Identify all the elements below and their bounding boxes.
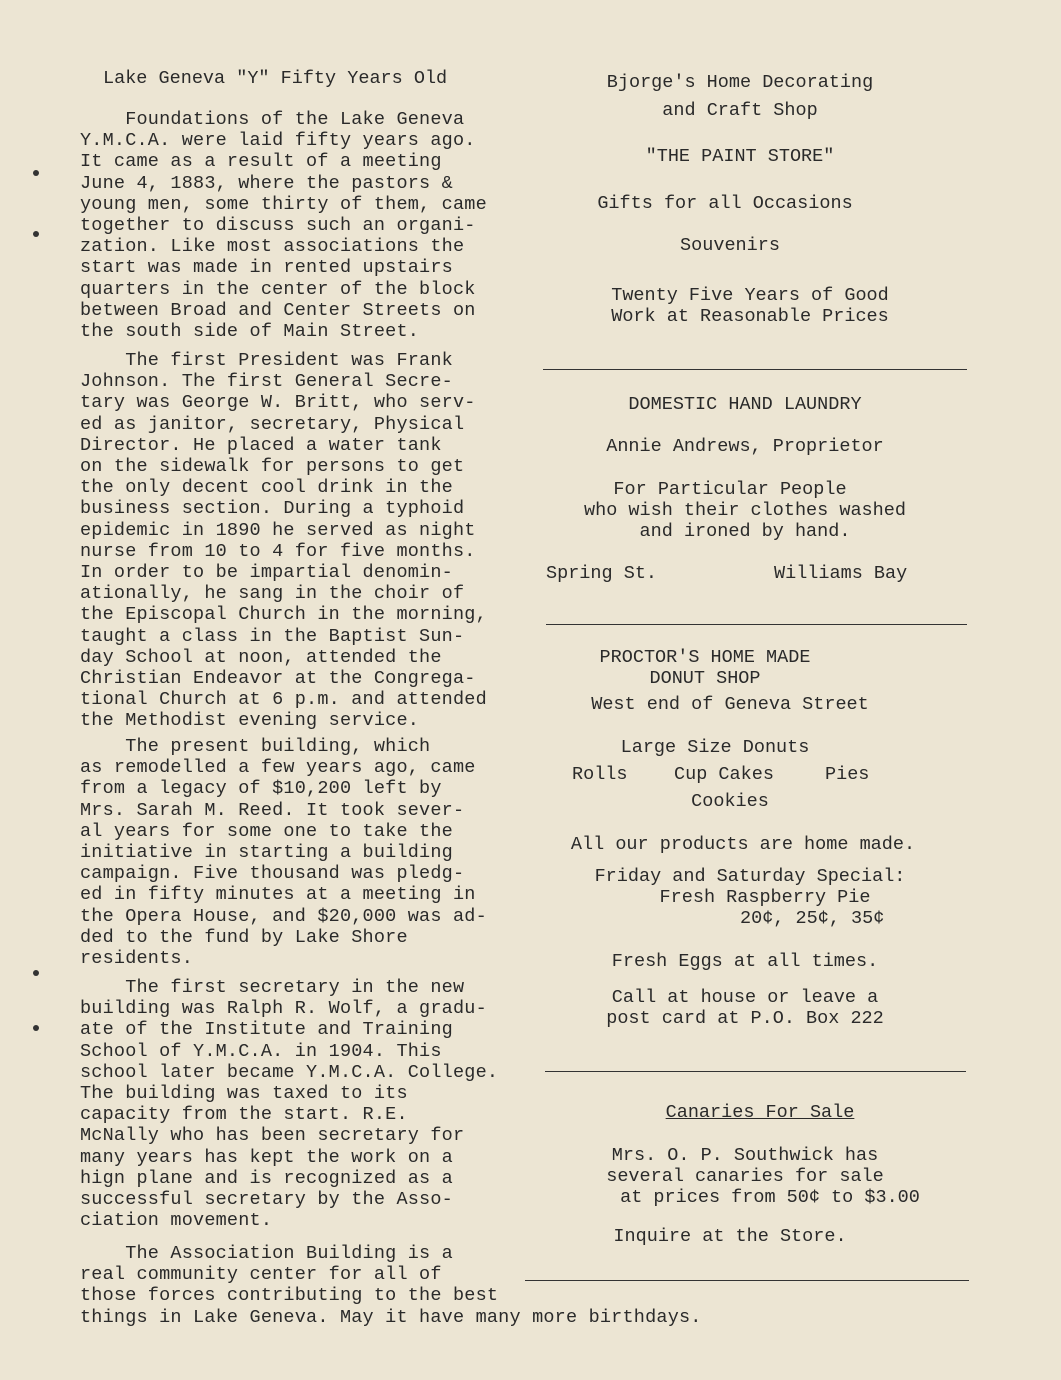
ad-donut-special: Friday and Saturday Special: [594, 866, 906, 887]
text-line: those forces contributing to the best [80, 1285, 499, 1307]
text-line: Y.M.C.A. were laid fifty years ago. [80, 130, 476, 152]
ad-laundry-proprietor: Annie Andrews, Proprietor [606, 436, 884, 457]
text-line: The first secretary in the new [80, 977, 465, 998]
ad-bjorge-years1: Twenty Five Years of Good [611, 285, 889, 306]
ad-laundry-line3: and ironed by hand. [639, 521, 851, 542]
text-line: building was Ralph R. Wolf, a gradu- [80, 998, 487, 1020]
ad-donut-homemade: All our products are home made. [570, 834, 916, 855]
divider [545, 1071, 966, 1072]
text-line: the Episcopal Church in the morning, [80, 604, 487, 626]
text-line: al years for some one to take the [80, 820, 453, 842]
text-line: ded to the fund by Lake Shore [80, 926, 408, 948]
text-line: many years has kept the work on a [80, 1146, 453, 1168]
text-line: residents. [80, 948, 194, 970]
ad-canaries-title: Canaries For Sale [665, 1102, 855, 1123]
text-line: the only decent cool drink in the [80, 477, 453, 499]
text-line: between Broad and Center Streets on [80, 299, 476, 321]
ad-bjorge-souvenirs: Souvenirs [680, 235, 780, 256]
binder-hole-mark [33, 1025, 39, 1031]
ad-laundry-name: DOMESTIC HAND LAUNDRY [628, 394, 862, 415]
text-line: nurse from 10 to 4 for five months. [80, 540, 476, 562]
ad-donut-rolls: Rolls [572, 764, 628, 785]
ad-donut-name2: DONUT SHOP [649, 668, 761, 689]
text-line: capacity from the start. R.E. [80, 1104, 408, 1126]
ad-donut-pies: Pies [825, 764, 870, 785]
text-line: day School at noon, attended the [80, 646, 442, 668]
text-line: on the sidewalk for persons to get [80, 456, 465, 478]
ad-laundry-street: Spring St. [546, 563, 658, 584]
article-title: Lake Geneva "Y" Fifty Years Old [103, 68, 448, 89]
article-paragraph [80, 1243, 702, 1328]
ad-donut-call2: post card at P.O. Box 222 [606, 1008, 884, 1029]
text-line: hign plane and is recognized as a [80, 1167, 453, 1189]
binder-hole-mark [33, 970, 39, 976]
ad-donut-cupcakes: Cup Cakes [674, 764, 774, 785]
ad-bjorge-gifts: Gifts for all Occasions [597, 193, 853, 214]
text-line: ciation movement. [80, 1210, 273, 1232]
text-line: from a legacy of $10,200 left by [80, 778, 442, 800]
text-line: June 4, 1883, where the pastors & [80, 172, 453, 194]
text-line: tional Church at 6 p.m. and attended [80, 689, 487, 711]
text-line: In order to be impartial denomin- [80, 562, 453, 584]
text-line: Christian Endeavor at the Congrega- [80, 668, 476, 690]
text-line: as remodelled a few years ago, came [80, 757, 476, 779]
ad-bjorge-store: "THE PAINT STORE" [645, 146, 835, 167]
ad-laundry-town: Williams Bay [774, 563, 908, 584]
text-line: things in Lake Geneva. May it have many more birthdays. [80, 1306, 702, 1328]
ad-canaries-line1: Mrs. O. P. Southwick has [611, 1145, 879, 1166]
ad-laundry-line2: who wish their clothes washed [584, 500, 906, 521]
ad-donut-call1: Call at house or leave a [611, 987, 879, 1008]
divider [546, 624, 967, 625]
binder-hole-mark [33, 231, 39, 237]
text-line: campaign. Five thousand was pledg- [80, 863, 465, 885]
text-line: Director. He placed a water tank [80, 434, 442, 456]
text-line: ationally, he sang in the choir of [80, 583, 465, 605]
ad-donut-eggs: Fresh Eggs at all times. [611, 951, 879, 972]
text-line: ed in fifty minutes at a meeting in [80, 884, 476, 906]
ad-bjorge-line2: and Craft Shop [662, 100, 818, 121]
divider [543, 369, 967, 370]
text-line: ate of the Institute and Training [80, 1019, 453, 1041]
binder-hole-mark [33, 170, 39, 176]
text-line: zation. Like most associations the [80, 236, 465, 258]
ad-donut-pie: Fresh Raspberry Pie [659, 887, 871, 908]
text-line: taught a class in the Baptist Sun- [80, 625, 465, 647]
text-line: tary was George W. Britt, who serv- [80, 392, 476, 414]
ad-bjorge-line1: Bjorge's Home Decorating [606, 72, 874, 93]
article-paragraph [80, 350, 487, 732]
ad-canaries-inquire: Inquire at the Store. [613, 1226, 847, 1247]
text-line: school later became Y.M.C.A. College. [80, 1061, 499, 1083]
text-line: the Opera House, and $20,000 was ad- [80, 905, 487, 927]
ad-bjorge-years2: Work at Reasonable Prices [611, 306, 889, 327]
ad-donut-location: West end of Geneva Street [591, 694, 869, 715]
ad-donut-prices: 20¢, 25¢, 35¢ [740, 908, 885, 929]
text-line: quarters in the center of the block [80, 278, 476, 300]
ad-canaries-line3: at prices from 50¢ to $3.00 [620, 1187, 920, 1208]
text-line: The Association Building is a [80, 1243, 453, 1264]
divider [525, 1280, 969, 1281]
ad-laundry-line1: For Particular People [613, 479, 847, 500]
text-line: initiative in starting a building [80, 842, 453, 864]
text-line: Foundations of the Lake Geneva [80, 109, 465, 130]
text-line: Mrs. Sarah M. Reed. It took sever- [80, 799, 465, 821]
text-line: epidemic in 1890 he served as night [80, 519, 476, 541]
ad-donut-large: Large Size Donuts [620, 737, 810, 758]
text-line: successful secretary by the Asso- [80, 1189, 453, 1211]
ad-donut-name1: PROCTOR'S HOME MADE [599, 647, 811, 668]
article-paragraph [80, 736, 487, 969]
ad-canaries-line2: several canaries for sale [606, 1166, 884, 1187]
text-line: together to discuss such an organi- [80, 215, 476, 237]
text-line: business section. During a typhoid [80, 498, 465, 520]
text-line: the Methodist evening service. [80, 710, 420, 732]
article-paragraph [80, 977, 498, 1231]
ad-donut-cookies: Cookies [691, 791, 769, 812]
text-line: School of Y.M.C.A. in 1904. This [80, 1040, 442, 1062]
text-line: young men, some thirty of them, came [80, 193, 487, 215]
text-line: The present building, which [80, 736, 431, 757]
text-line: Johnson. The first General Secre- [80, 371, 453, 393]
text-line: The first President was Frank [80, 350, 453, 371]
text-line: It came as a result of a meeting [80, 151, 442, 173]
article-paragraph [80, 109, 487, 342]
text-line: real community center for all of [80, 1264, 442, 1286]
text-line: the south side of Main Street. [80, 321, 420, 343]
text-line: start was made in rented upstairs [80, 257, 453, 279]
text-line: ed as janitor, secretary, Physical [80, 413, 465, 435]
text-line: McNally who has been secretary for [80, 1125, 465, 1147]
text-line: The building was taxed to its [80, 1083, 408, 1105]
